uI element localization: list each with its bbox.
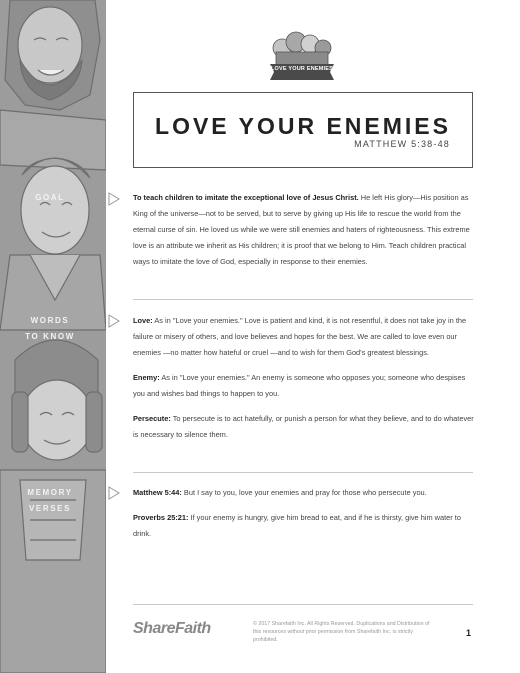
goal-section	[133, 190, 479, 279]
verse-text: If your enemy is hungry, give him bread to eat, and if he is thirsty, give him water to drink.	[133, 513, 461, 538]
memory-section	[133, 485, 479, 551]
verse-text: But I say to you, love your enemies and pray for those who persecute you.	[181, 488, 427, 497]
memory-label-line-2: VERSES	[28, 504, 72, 513]
goal-paragraph	[133, 190, 479, 270]
brand-faith: Faith	[174, 620, 211, 637]
divider-1	[133, 299, 473, 300]
word-persecute	[133, 411, 479, 443]
title-box	[133, 92, 473, 168]
logo-banner-text: LOVE YOUR ENEMIES	[271, 66, 333, 72]
word-term: Persecute:	[133, 414, 171, 423]
words-label-line-2: TO KNOW	[25, 332, 75, 341]
verse-matthew	[133, 485, 479, 501]
goal-text: He left His glory—His position as King of the universe—not to be served, but to serve by giving up His life to rescue the world from the eternal curse of sin. He loved us while we were still enemies and haters of righteousness. This extreme love is an attribute we inherit as His children; it is proof that we belong to Him. Teach children practical ways to imitate the love of God, especially in response to their enemies.	[133, 193, 470, 266]
sidebar-illustration	[0, 0, 106, 673]
page-title: LOVE YOUR ENEMIES	[155, 113, 451, 139]
words-label-line-1: WORDS	[30, 316, 70, 325]
word-term: Enemy:	[133, 373, 160, 382]
verse-reference: Proverbs 25:21:	[133, 513, 189, 522]
copyright-notice: © 2017 Sharefaith Inc. All Rights Reserved. Duplications and Distribution of this resources without prior permission from Sharefaith Inc. is strictly prohibited.	[253, 621, 430, 643]
sharefaith-logo	[133, 620, 211, 638]
page-number: 1	[466, 628, 472, 638]
scripture-reference: MATTHEW 5:38-48	[354, 139, 450, 149]
divider-2	[133, 472, 473, 473]
words-section	[133, 313, 479, 452]
word-definition: As in "Love your enemies." Love is patient and kind, it is not resentful, it does not take joy in the failure or misery of others, and love believes and hopes for the best. We are called to love even our enemies —no matter how hateful or cruel —and to wish for them God's greatest blessings.	[133, 316, 467, 357]
lesson-logo	[268, 26, 336, 82]
goal-label: GOAL	[35, 193, 65, 202]
verse-reference: Matthew 5:44:	[133, 488, 182, 497]
word-enemy	[133, 370, 479, 402]
footer-divider	[133, 604, 473, 605]
goal-lead: To teach children to imitate the exceptional love of Jesus Christ.	[133, 193, 359, 202]
memory-label-line-1: MEMORY	[27, 488, 73, 497]
verse-proverbs	[133, 510, 479, 542]
brand-share: Share	[133, 620, 175, 637]
word-love	[133, 313, 479, 361]
word-definition: As in "Love your enemies." An enemy is someone who opposes you; someone who despises you and wishes bad things to happen to you.	[133, 373, 466, 398]
word-definition: To persecute is to act hatefully, or punish a person for what they believe, and to do whatever is necessary to silence them.	[133, 414, 474, 439]
word-term: Love:	[133, 316, 153, 325]
